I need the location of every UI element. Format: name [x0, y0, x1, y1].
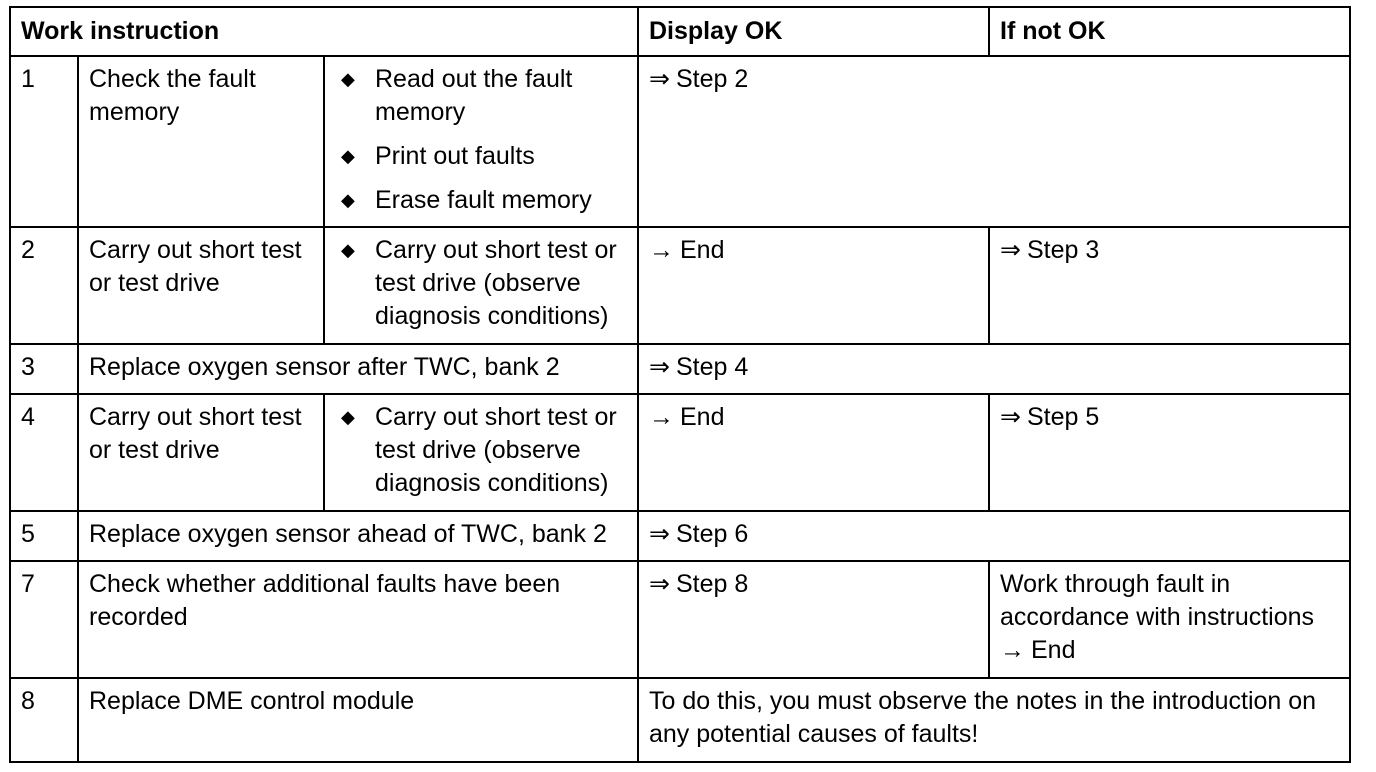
task-cell: Replace DME control module — [78, 678, 638, 762]
right-arrow-icon: → — [649, 403, 674, 431]
work-instruction-table — [9, 6, 1351, 763]
display-ok-cell — [638, 56, 1350, 227]
step-number: 1 — [10, 56, 78, 227]
if-not-ok-text: Work through fault in accordance with instructions — [1000, 570, 1315, 631]
actions-cell — [324, 56, 638, 227]
double-right-arrow-icon: ⇒ — [649, 570, 670, 598]
action-list — [335, 401, 627, 500]
step-number: 7 — [10, 561, 78, 678]
action-text: Erase fault memory — [375, 186, 592, 214]
task-cell: Replace oxygen sensor after TWC, bank 2 — [78, 344, 638, 394]
display-ok-text: Step 6 — [675, 520, 749, 548]
table-row — [10, 394, 1350, 511]
action-text: Read out the fault memory — [375, 65, 573, 126]
task-cell: Check the fault memory — [78, 56, 324, 227]
if-not-ok-text: Step 3 — [1026, 236, 1100, 264]
task-cell: Check whether additional faults have been recorded — [78, 561, 638, 678]
if-not-ok-end — [1000, 634, 1339, 667]
header-display-ok: Display OK — [638, 7, 989, 56]
table-row — [10, 561, 1350, 678]
task-cell: Carry out short test or test drive — [78, 227, 324, 344]
table-row — [10, 678, 1350, 762]
display-ok-text: Step 2 — [675, 65, 749, 93]
display-ok-cell — [638, 344, 1350, 394]
if-not-ok-cell — [989, 394, 1350, 511]
action-text: Print out faults — [375, 142, 535, 170]
if-not-ok-end-text: End — [1031, 636, 1076, 664]
step-number: 5 — [10, 511, 78, 561]
if-not-ok-cell — [989, 227, 1350, 344]
note-cell: To do this, you must observe the notes in the introduction on any potential causes of faults! — [638, 678, 1350, 762]
if-not-ok-cell — [989, 561, 1350, 678]
step-number: 3 — [10, 344, 78, 394]
right-arrow-icon: → — [649, 236, 674, 264]
display-ok-text: End — [680, 236, 725, 264]
header-work-instruction: Work instruction — [10, 7, 638, 56]
action-item — [335, 234, 627, 333]
action-text: Carry out short test or test drive (observe diagnosis conditions) — [375, 403, 617, 497]
action-text: Carry out short test or test drive (observe diagnosis conditions) — [375, 236, 617, 330]
action-list — [335, 234, 627, 333]
diamond-bullet-icon: ◆ — [341, 407, 355, 427]
task-cell: Replace oxygen sensor ahead of TWC, bank 2 — [78, 511, 638, 561]
action-item — [335, 184, 627, 217]
header-if-not-ok: If not OK — [989, 7, 1350, 56]
diamond-bullet-icon: ◆ — [341, 69, 355, 89]
action-item — [335, 140, 627, 173]
display-ok-text: Step 4 — [675, 353, 749, 381]
diamond-bullet-icon: ◆ — [341, 146, 355, 166]
display-ok-cell — [638, 227, 989, 344]
table-row — [10, 56, 1350, 227]
header-row — [10, 7, 1350, 56]
action-item — [335, 401, 627, 500]
step-number: 4 — [10, 394, 78, 511]
double-right-arrow-icon: ⇒ — [1000, 403, 1021, 431]
display-ok-cell — [638, 561, 989, 678]
display-ok-text: Step 8 — [675, 570, 749, 598]
action-item — [335, 63, 627, 129]
task-cell: Carry out short test or test drive — [78, 394, 324, 511]
double-right-arrow-icon: ⇒ — [649, 65, 670, 93]
right-arrow-icon: → — [1000, 636, 1025, 664]
if-not-ok-text: Step 5 — [1026, 403, 1100, 431]
step-number: 8 — [10, 678, 78, 762]
diamond-bullet-icon: ◆ — [341, 190, 355, 210]
double-right-arrow-icon: ⇒ — [1000, 236, 1021, 264]
display-ok-text: End — [680, 403, 725, 431]
diamond-bullet-icon: ◆ — [341, 240, 355, 260]
display-ok-cell — [638, 394, 989, 511]
step-number: 2 — [10, 227, 78, 344]
actions-cell — [324, 394, 638, 511]
table-row — [10, 344, 1350, 394]
table-row — [10, 511, 1350, 561]
actions-cell — [324, 227, 638, 344]
double-right-arrow-icon: ⇒ — [649, 353, 670, 381]
action-list — [335, 63, 627, 217]
table-row — [10, 227, 1350, 344]
display-ok-cell — [638, 511, 1350, 561]
double-right-arrow-icon: ⇒ — [649, 520, 670, 548]
